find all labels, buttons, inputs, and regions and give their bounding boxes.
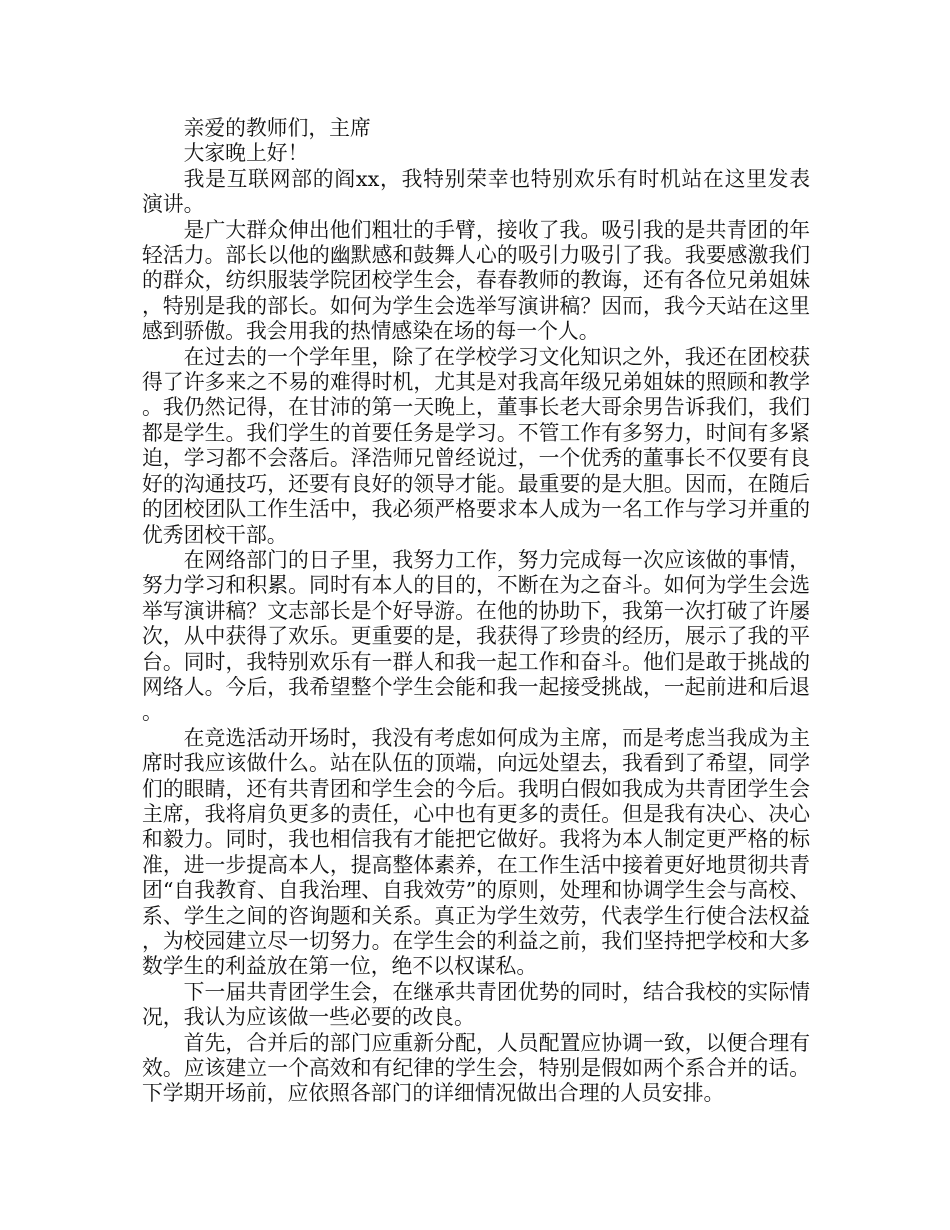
- paragraph: 我是互联网部的阎xx，我特别荣幸也特别欢乐有时机站在这里发表演讲。: [142, 166, 810, 217]
- salutation-line: 大家晚上好！: [183, 141, 309, 166]
- paragraph: 在网络部门的日子里，我努力工作，努力完成每一次应该做的事情，努力学习和积累。同时有本人的目的，不断在为之奋斗。如何为学生会选举写演讲稿？文志部长是个好导游。在他的协助下，我第一次打破了许屡次，从中获得了欢乐。更重要的是，我获得了珍贵的经历，展示了我的平台。同时，我特别欢乐有一群人和我一起工作和奋斗。他们是敢于挑战的网络人。今后，我希望整个学生会能和我一起接受挑战，一起前进和后退。: [142, 547, 810, 725]
- paragraph: 下一届共青团学生会，在继承共青团优势的同时，结合我校的实际情况，我认为应该做一些必要的改良。: [142, 979, 810, 1030]
- greeting-line: 亲爱的教师们，主席: [183, 116, 371, 140]
- document-body: [142, 116, 810, 1107]
- paragraph: 首先，合并后的部门应重新分配，人员配置应协调一致，以便合理有效。应该建立一个高效和有纪律的学生会，特别是假如两个系合并的话。下学期开场前，应依照各部门的详细情况做出合理的人员安排。: [142, 1030, 810, 1106]
- paragraph: 在竞选活动开场时，我没有考虑如何成为主席，而是考虑当我成为主席时我应该做什么。站在队伍的顶端，向远处望去，我看到了希望，同学们的眼睛，还有共青团和学生会的今后。我明白假如我成为共青团学生会主席，我将肩负更多的责任，心中也有更多的责任。但是我有决心、决心和毅力。同时，我也相信我有才能把它做好。我将为本人制定更严格的标准，进一步提高本人，提高整体素养，在工作生活中接着更好地贯彻共青团“自我教育、自我治理、自我效劳”的原则，处理和协调学生会与高校、系、学生之间的咨询题和关系。真正为学生效劳，代表学生行使合法权益，为校园建立尽一切努力。在学生会的利益之前，我们坚持把学校和大多数学生的利益放在第一位，绝不以权谋私。: [142, 725, 810, 979]
- paragraph: 是广大群众伸出他们粗壮的手臂，接收了我。吸引我的是共青团的年轻活力。部长以他的幽默感和鼓舞人心的吸引力吸引了我。我要感激我们的群众，纺织服装学院团校学生会，春春教师的教诲，还有各位兄弟姐妹，特别是我的部长。如何为学生会选举写演讲稿？因而，我今天站在这里感到骄傲。我会用我的热情感染在场的每一个人。: [142, 217, 810, 344]
- paragraph: 在过去的一个学年里，除了在学校学习文化知识之外，我还在团校获得了许多来之不易的难得时机，尤其是对我高年级兄弟姐妹的照顾和教学。我仍然记得，在甘沛的第一天晚上，董事长老大哥余男告诉我们，我们都是学生。我们学生的首要任务是学习。不管工作有多努力，时间有多紧迫，学习都不会落后。泽浩师兄曾经说过，一个优秀的董事长不仅要有良好的沟通技巧，还要有良好的领导才能。最重要的是大胆。因而，在随后的团校团队工作生活中，我必须严格要求本人成为一名工作与学习并重的优秀团校干部。: [142, 344, 810, 547]
